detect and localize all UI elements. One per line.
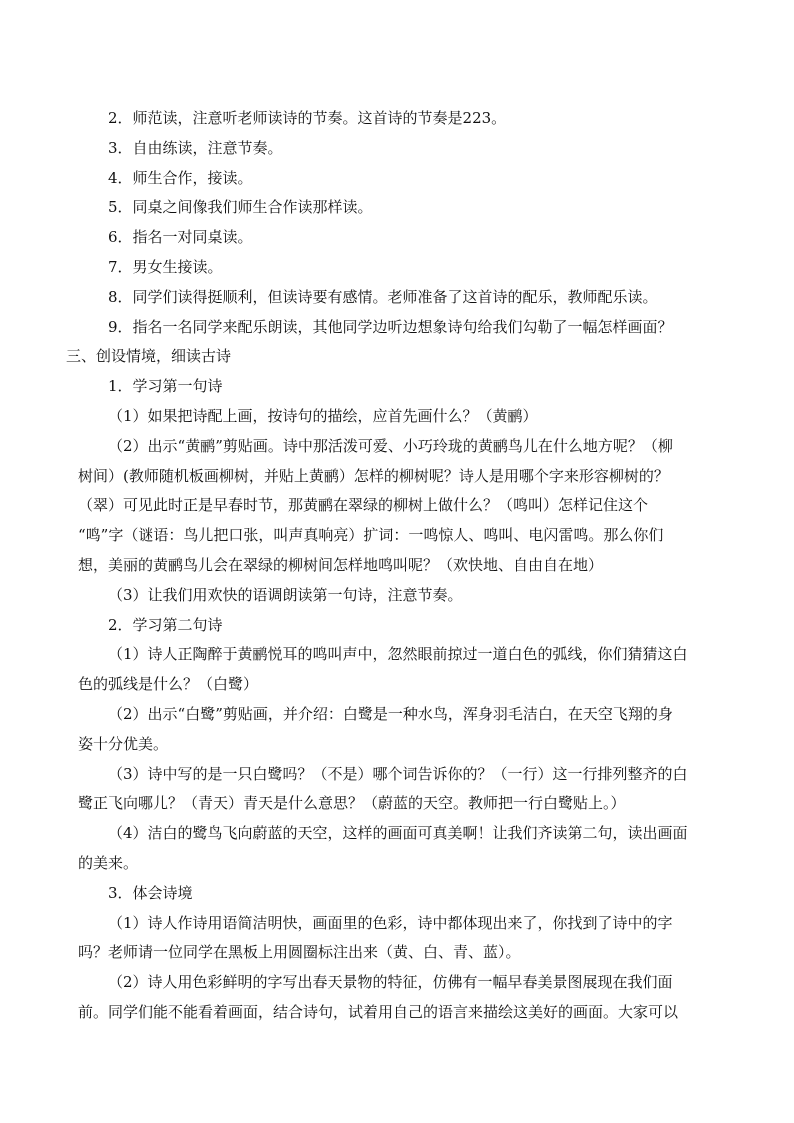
paragraph-line: （2）出示“黄鹂”剪贴画。诗中那活泼可爱、小巧玲珑的黄鹂鸟儿在什么地方呢？（柳 — [108, 436, 673, 455]
paragraph-line: 的美来。 — [78, 853, 139, 872]
subsection-heading: 3．体会诗境 — [108, 883, 193, 902]
paragraph-line: （1）诗人作诗用语简洁明快，画面里的色彩，诗中都体现出来了，你找到了诗中的字 — [108, 913, 673, 932]
paragraph-line: 想，美丽的黄鹂鸟儿会在翠绿的柳树间怎样地鸣叫呢？（欢快地、自由自在地） — [78, 555, 604, 574]
paragraph-line: 9．指名一名同学来配乐朗读，其他同学边听边想象诗句给我们勾勒了一幅怎样画面？ — [108, 317, 673, 336]
paragraph-line: 5．同桌之间像我们师生合作读那样读。 — [108, 198, 373, 217]
paragraph-line: 姿十分优美。 — [78, 734, 169, 753]
paragraph-line: 6．指名一对同桌读。 — [108, 228, 253, 247]
section-heading: 三、创设情境，细读古诗 — [66, 347, 232, 366]
paragraph-line: （1）如果把诗配上画，按诗句的描绘，应首先画什么？（黄鹂） — [108, 406, 538, 425]
paragraph-line: “鸣”字（谜语：鸟儿把口张，叫声真响亮）扩词：一鸣惊人、鸣叫、电闪雷鸣。那么你们 — [78, 526, 664, 545]
paragraph-line: 色的弧线是什么？（白鹭） — [78, 675, 259, 694]
paragraph-line: 前。同学们能不能看着画面，结合诗句，试着用自己的语言来描绘这美好的画面。大家可以 — [78, 1002, 679, 1021]
paragraph-line: 3．自由练读，注意节奏。 — [108, 138, 283, 157]
paragraph-line: （翠）可见此时正是早春时节，那黄鹂在翠绿的柳树上做什么？（鸣叫）怎样记住这个 — [78, 496, 649, 515]
paragraph-line: 鹭正飞向哪儿？（青天）青天是什么意思？（蔚蓝的天空。教师把一行白鹭贴上。） — [78, 794, 626, 813]
document-body — [66, 104, 718, 1028]
paragraph-line: 吗？老师请一位同学在黑板上用圆圈标注出来（黄、白、青、蓝）。 — [78, 943, 521, 962]
paragraph-line: 8．同学们读得挺顺利，但读诗要有感情。老师准备了这首诗的配乐，教师配乐读。 — [108, 287, 658, 306]
paragraph-line: 树间）(教师随机板画柳树，并贴上黄鹂）怎样的柳树呢？诗人是用哪个字来形容柳树的？ — [78, 466, 669, 485]
paragraph-line: 4．师生合作，接读。 — [108, 168, 253, 187]
paragraph-line: （4）洁白的鹭鸟飞向蔚蓝的天空，这样的画面可真美啊！让我们齐读第二句，读出画面 — [108, 824, 688, 843]
paragraph-line: （1）诗人正陶醉于黄鹂悦耳的鸣叫声中，忽然眼前掠过一道白色的弧线，你们猜猜这白 — [108, 645, 688, 664]
paragraph-line: （3）诗中写的是一只白鹭吗？（不是）哪个词告诉你的？（一行）这一行排列整齐的白 — [108, 764, 688, 783]
paragraph-line: （2）诗人用色彩鲜明的字写出春天景物的特征，仿佛有一幅早春美景图展现在我们面 — [108, 973, 673, 992]
subsection-heading: 2．学习第二句诗 — [108, 615, 223, 634]
subsection-heading: 1．学习第一句诗 — [108, 377, 223, 396]
paragraph-line: （3）让我们用欢快的语调朗读第一句诗，注意节奏。 — [108, 585, 463, 604]
paragraph-line: 7．男女生接读。 — [108, 257, 223, 276]
paragraph-line: （2）出示“白鹭”剪贴画，并介绍：白鹭是一种水鸟，浑身羽毛洁白，在天空飞翔的身 — [108, 704, 673, 723]
paragraph-line: 2．师范读，注意听老师读诗的节奏。这首诗的节奏是223。 — [108, 109, 507, 127]
